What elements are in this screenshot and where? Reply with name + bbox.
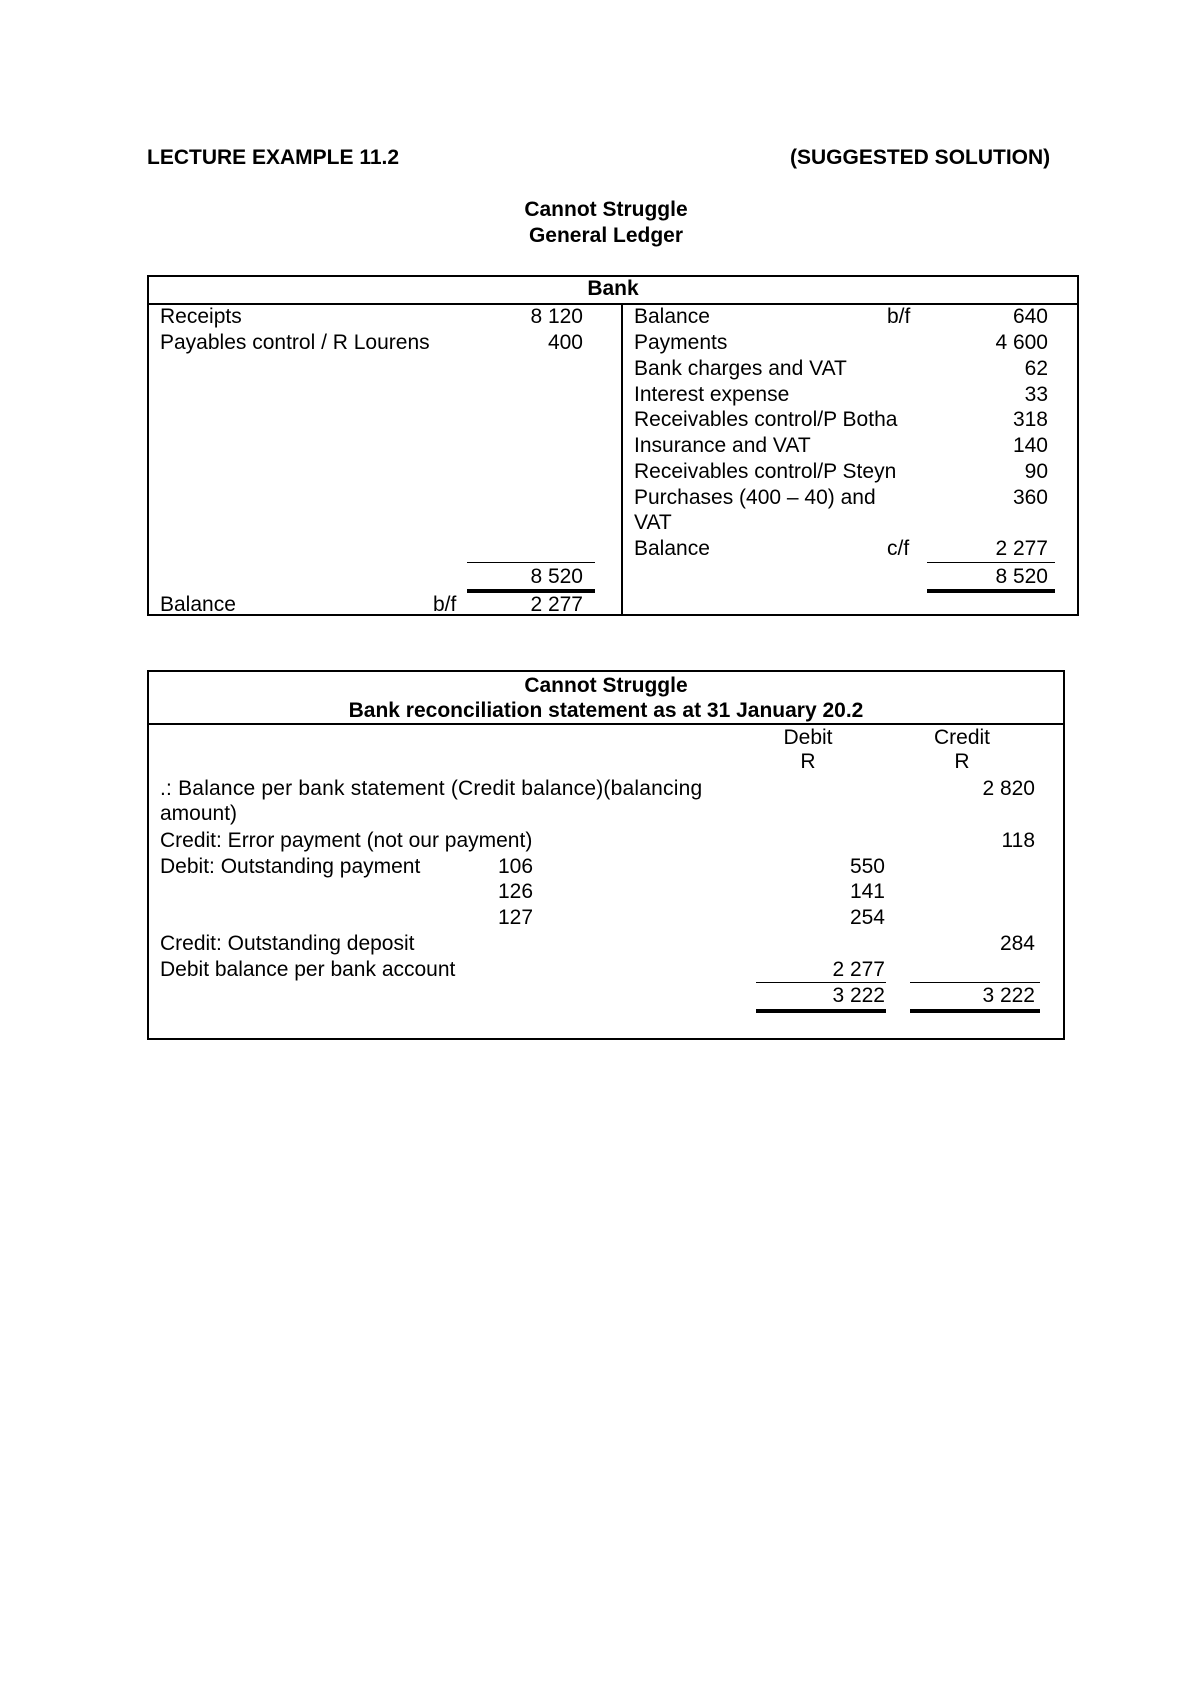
ledger-debit-amount: 8 120 (530, 305, 583, 328)
ledger-credit-amount: 2 277 (995, 537, 1048, 560)
recon-row-debit: 550 (849, 855, 885, 878)
ledger-credit-desc: Bank charges and VAT (634, 357, 847, 380)
recon-row-credit: 2 820 (982, 777, 1035, 800)
recon-row-desc-continued: amount) (160, 802, 238, 825)
ledger-credit-ref: b/f (887, 305, 911, 328)
ledger-credit-amount: 90 (1024, 460, 1048, 483)
ledger-credit-amount: 33 (1024, 383, 1048, 406)
ledger-credit-desc: Interest expense (634, 383, 790, 406)
ledger-credit-desc: Purchases (400 – 40) and (634, 486, 876, 509)
recon-row-debit: 254 (849, 906, 885, 929)
recon-row-credit: 284 (999, 932, 1035, 955)
ledger-credit-desc: Receivables control/P Steyn (634, 460, 897, 483)
entity-name: Cannot Struggle (524, 198, 688, 221)
ledger-debit-amount: 400 (547, 331, 583, 354)
bank-ledger-account (147, 275, 1079, 616)
ledger-debit-balance-ref: b/f (433, 593, 457, 616)
lecture-title: LECTURE EXAMPLE 11.2 (147, 146, 400, 169)
ledger-credit-desc: Balance (634, 537, 710, 560)
ledger-debit-subtotal-line (467, 562, 595, 563)
recon-debit-header: Debit (783, 726, 833, 749)
ledger-debit-balance-desc: Balance (160, 593, 236, 616)
ledger-title-bar (149, 277, 1077, 305)
ledger-credit-amount: 360 (1012, 486, 1048, 509)
recon-debit-unit: R (800, 750, 816, 773)
ledger-debit-total: 8 520 (530, 565, 583, 588)
solution-label: (SUGGESTED SOLUTION) (790, 146, 1051, 169)
ledger-credit-ref: c/f (887, 537, 910, 560)
recon-title: Bank reconciliation statement as at 31 January 20.2 (348, 699, 864, 722)
recon-row-debit: 2 277 (832, 958, 885, 981)
recon-debit-total-underline (756, 1009, 886, 1013)
recon-row-ref: 126 (498, 880, 534, 903)
recon-row-desc: .: Balance per bank statement (Credit balance)(balancing (160, 777, 703, 800)
ledger-debit-balance-amount: 2 277 (530, 593, 583, 616)
ledger-title: Bank (587, 277, 639, 300)
ledger-credit-amount: 62 (1024, 357, 1048, 380)
ledger-credit-desc: Receivables control/P Botha (634, 408, 898, 431)
ledger-credit-amount: 640 (1012, 305, 1048, 328)
ledger-credit-total: 8 520 (995, 565, 1048, 588)
recon-row-desc: Credit: Outstanding deposit (160, 932, 415, 955)
recon-row-desc: Credit: Error payment (not our payment) (160, 829, 533, 852)
recon-row-desc: Debit balance per bank account (160, 958, 456, 981)
ledger-debit-desc: Receipts (160, 305, 242, 328)
ledger-debit-desc: Payables control / R Lourens (160, 331, 430, 354)
ledger-credit-total-underline (927, 589, 1055, 593)
recon-row-ref: 127 (498, 906, 534, 929)
recon-credit-header: Credit (933, 726, 991, 749)
ledger-credit-amount: 140 (1012, 434, 1048, 457)
ledger-center-divider (621, 303, 623, 616)
recon-credit-unit: R (954, 750, 970, 773)
recon-row-desc: Debit: Outstanding payment (160, 855, 421, 878)
recon-row-ref: 106 (498, 855, 534, 878)
recon-entity-name: Cannot Struggle (524, 674, 688, 697)
ledger-credit-desc: Insurance and VAT (634, 434, 811, 457)
bank-reconciliation-statement (147, 670, 1065, 1040)
ledger-credit-desc: Balance (634, 305, 710, 328)
recon-total-credit: 3 222 (982, 984, 1035, 1007)
ledger-credit-desc: Payments (634, 331, 728, 354)
ledger-credit-amount: 4 600 (995, 331, 1048, 354)
ledger-credit-desc-continued: VAT (634, 511, 672, 534)
recon-row-debit: 141 (849, 880, 885, 903)
ledger-credit-subtotal-line (927, 562, 1055, 563)
ledger-book-title: General Ledger (528, 224, 684, 247)
recon-row-credit: 118 (1001, 829, 1035, 852)
ledger-credit-amount: 318 (1012, 408, 1048, 431)
recon-credit-total-underline (910, 1009, 1040, 1013)
recon-total-debit: 3 222 (832, 984, 885, 1007)
